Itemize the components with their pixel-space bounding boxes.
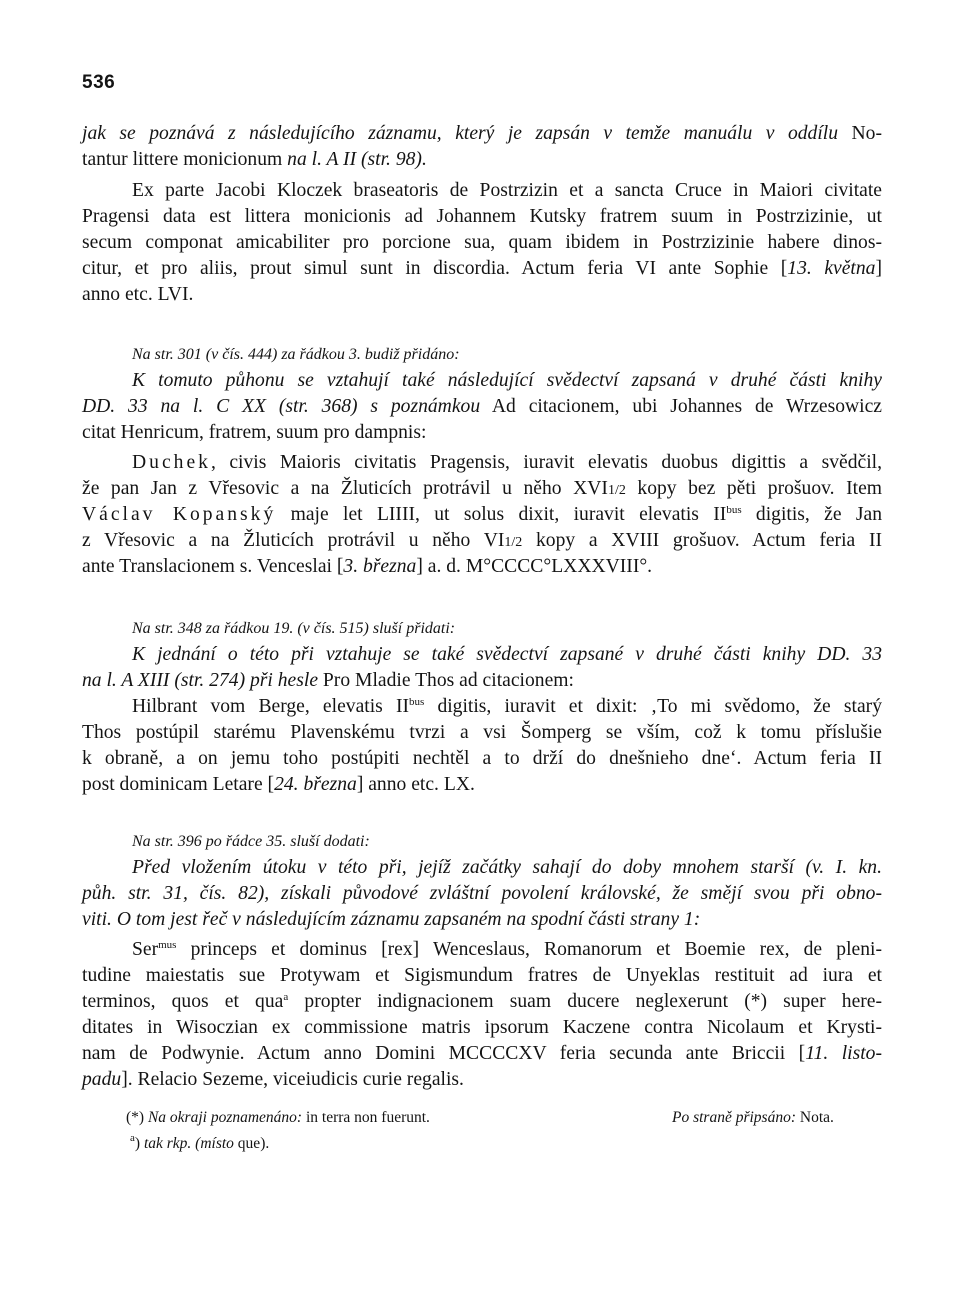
footnote-asterisk: (*) Na okraji poznamenáno: in terra non fuerunt. [126, 1109, 430, 1126]
s1-line-1: jak se poznává z následujícího záznamu, který je zapsán v temže manuálu v oddílu No- [82, 123, 882, 144]
footnote-margin-note: Po straně připsáno: Nota. [672, 1109, 834, 1126]
s4-line-8: nam de Podwynie. Actum anno Domini MCCCCXV feria secunda ante Briccii [11. listo- [82, 1043, 883, 1064]
s4-line-9: padu]. Relacio Sezeme, viceiudicis curie regalis. [82, 1069, 464, 1090]
s1-line-7: anno etc. LVI. [82, 284, 194, 305]
s3-line-3: Hilbrant vom Berge, elevatis $II^{bus}$ digitis, iuravit et dixit: ‚To mi svědomo, že starý [132, 696, 882, 717]
s4-line-2: půh. str. 31, čís. 82), získali původové zvláštní povolení královské, že smějí svou při obno- [82, 883, 882, 904]
s2-heading: Na str. 301 (v čís. 444) za řádkou 3. budiž přidáno: [132, 346, 460, 363]
s2-line-7: z Vřesovic a na Žluticích protrávil u něho VI1/2 kopy a XVIII grošuov. Actum feria II [82, 530, 882, 551]
s1-line-4: Pragensi data est littera monicionis ad Johannem Kutsky fratrem suum in Postrzizinie, ut [82, 206, 882, 227]
s4-line-3: viti. O tom jest řeč v následujícím záznamu zapsaném na spodní části strany 1: [82, 909, 701, 930]
s2-line-5: že pan Jan z Vřesovic a na Žluticích protrávil u něho XVI1/2 kopy bez pěti prošuov. Item [82, 478, 883, 499]
s3-line-4: Thos postúpil starému Plavenskému tvrzi a vsi Šomperg se vším, což k tomu příslušie [82, 722, 882, 743]
s4-line-4: Ser$^{mus}$ princeps et dominus [rex] Wenceslaus, Romanorum et Boemie rex, de pleni- [132, 939, 882, 960]
s2-line-6: Václav Kopanský maje let LIIII, ut solus dixit, iuravit elevatis $II^{bus}$ digitis, že Jan [82, 504, 882, 525]
s4-line-7: ditates in Wisoczian ex commissione matris ipsorum Kaczene contra Nicolaum et Krysti- [82, 1017, 882, 1038]
s4-line-6: terminos, quos et qua$^a$ propter indignacionem suam ducere neglexerunt (*) super here- [82, 991, 883, 1012]
s2-line-2: DD. 33 na l. C XX (str. 368) s poznámkou Ad citacionem, ubi Johannes de Wrzesowicz [82, 396, 883, 417]
s3-line-2: na l. A XIII (str. 274) při hesle Pro Mladie Thos ad citacionem: [82, 670, 574, 691]
s2-line-8: ante Translacionem s. Venceslai [3. března] a. d. M°CCCC°LXXXVIII°. [82, 556, 653, 577]
s1-line-2: tantur littere monicionum na l. A II (str. 98). [82, 149, 427, 170]
s1-line-5: secum componat amicabiliter pro porcione sua, quam ibidem in Postrzizinie habere dinos- [82, 232, 882, 253]
s2-line-1: K tomuto půhonu se vztahují také následující svědectví zapsaná v druhé části knihy [132, 370, 882, 391]
s1-line-6: citur, et pro aliis, prout simul sunt in discordia. Actum feria VI ante Sophie [13. května] [82, 258, 882, 279]
s2-line-3: citat Henricum, fratrem, suum pro dampnis: [82, 422, 427, 443]
page-number: 536 [82, 72, 116, 93]
footnote-a: $^a$) tak rkp. (místo que). [130, 1132, 270, 1152]
s4-line-5: tudine maiestatis sue Protywam et Sigismundum fratres de Unyeklas restituit ad iura et [82, 965, 882, 986]
s3-line-5: k obraně, a on jemu toho postúpiti nechtěl a to drží do dnešnieho dne‘. Actum feria II [82, 748, 882, 769]
s4-heading: Na str. 396 po řádce 35. sluší dodati: [132, 833, 370, 850]
s3-line-1: K jednání o této při vztahuje se také svědectví zapsané v druhé části knihy DD. 33 [132, 644, 882, 665]
s4-line-1: Před vložením útoku v této při, jejíž začátky sahají do doby mnohem starší (v. I. kn. [132, 857, 882, 878]
s3-line-6: post dominicam Letare [24. března] anno etc. LX. [82, 774, 475, 795]
s2-line-4: Duchek, civis Maioris civitatis Pragensis, iuravit elevatis duobus digittis a svědčil, [132, 452, 882, 473]
s1-line-3: Ex parte Jacobi Kloczek braseatoris de Postrzizin et a sancta Cruce in Maiori civitate [132, 180, 882, 201]
s3-heading: Na str. 348 za řádkou 19. (v čís. 515) sluší přidati: [132, 620, 456, 637]
